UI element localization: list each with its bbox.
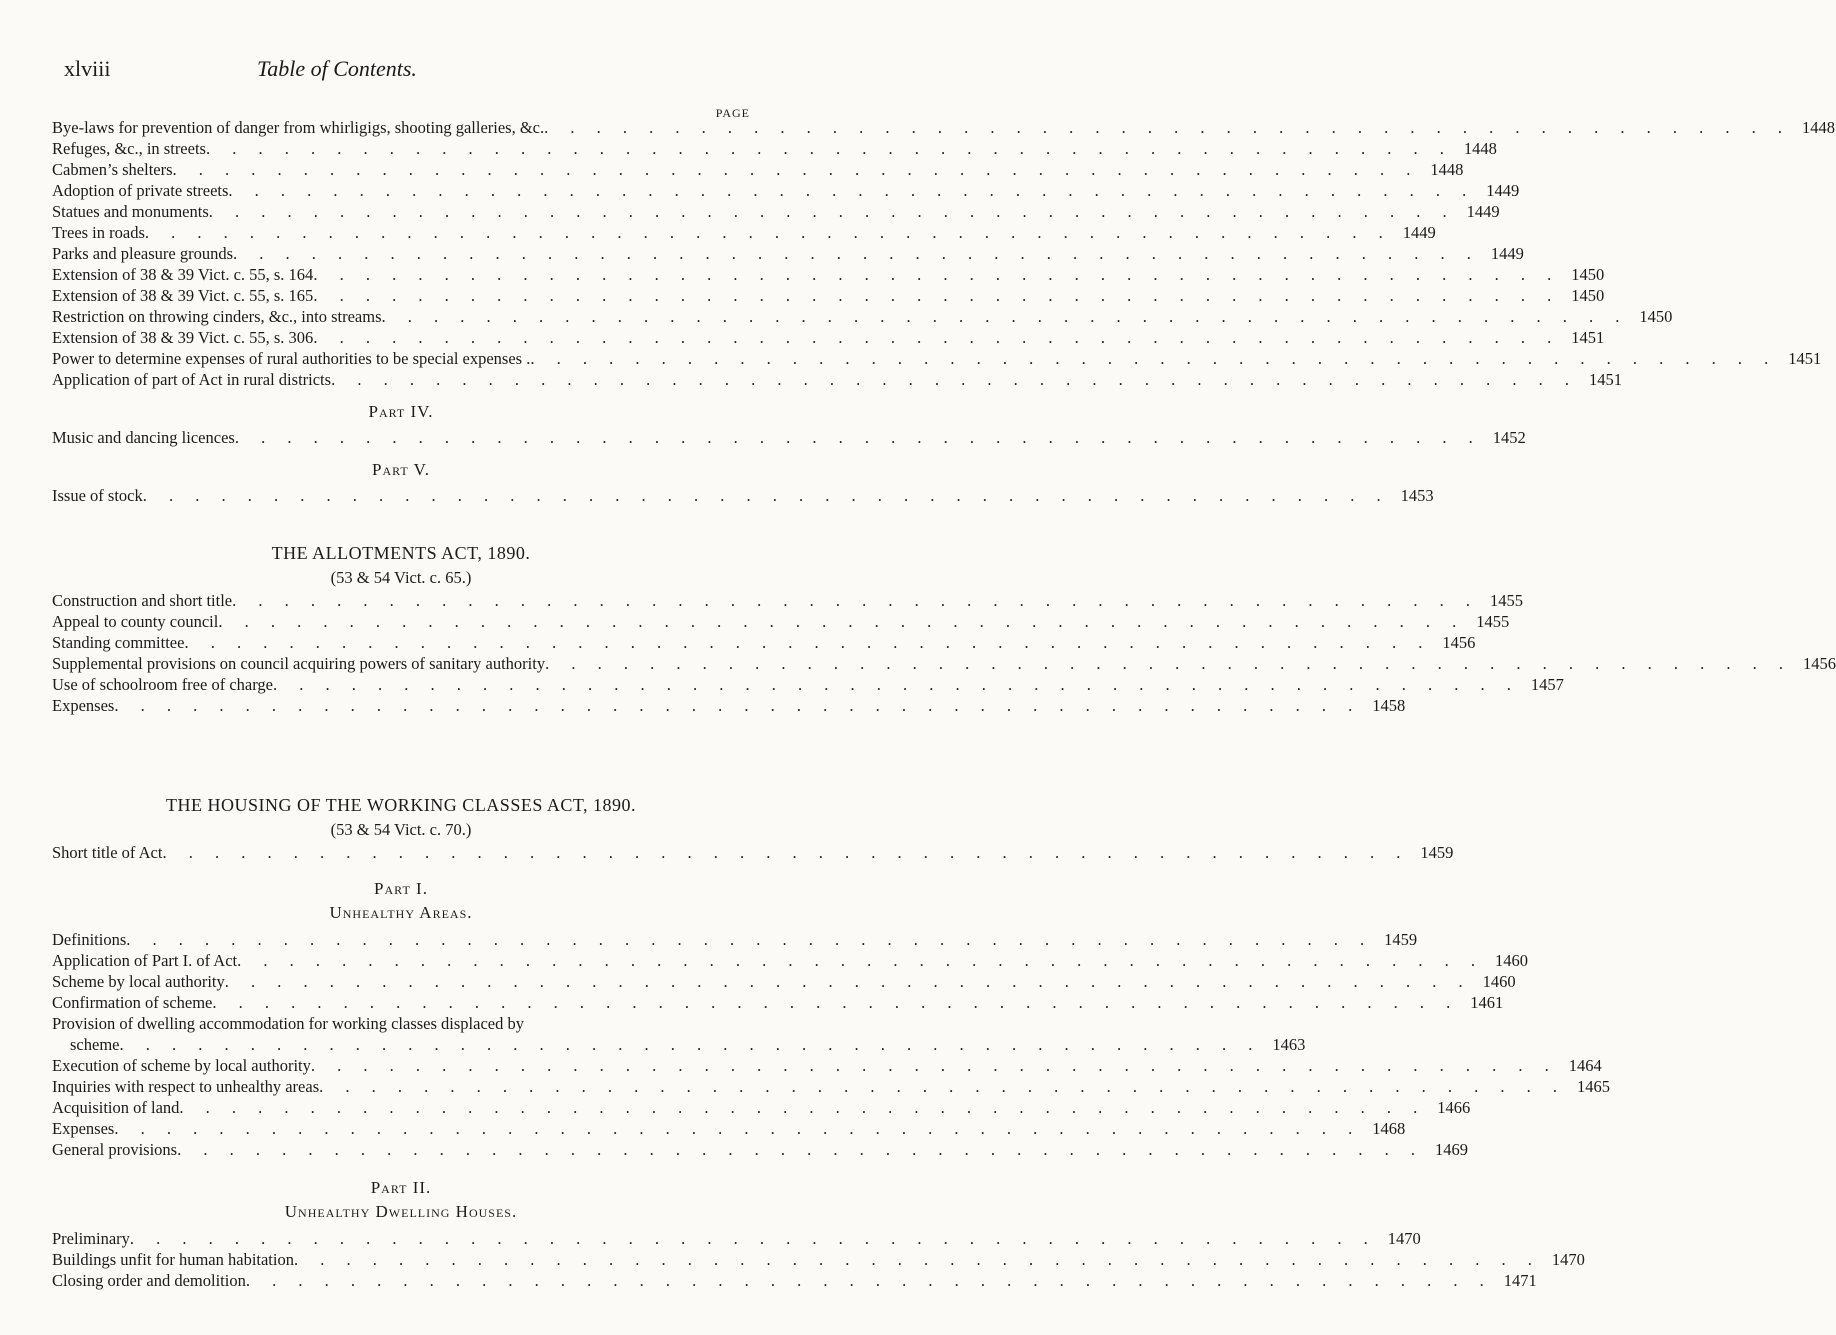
toc-entry: Short title of Act . . . . . . . . . . . . . . . . . . . . . . . . . . . . . . . . . . . . . . . . . . . . . . . . 1459: [52, 843, 1454, 862]
toc-entry: Expenses . . . . . . . . . . . . . . . . . . . . . . . . . . . . . . . . . . . . . . . . . . . . . . . . 1458: [52, 696, 1406, 715]
toc-entry: Issue of stock . . . . . . . . . . . . . . . . . . . . . . . . . . . . . . . . . . . . . . . . . . . . . . . . 1453: [52, 486, 1434, 505]
toc-entry-list: [52, 590, 1836, 716]
toc-entry: Supplemental provisions on council acquiring powers of sanitary authority . . . . . . . . . . . . . . . . . . . . . . . . . . . . . . . . . . . . . . . . . . . . . . . . 1456: [52, 654, 1836, 673]
toc-entry: Bye-laws for prevention of danger from whirligigs, shooting galleries, &c. . . . . . . . . . . . . . . . . . . . . . . . . . . . . . . . . . . . . . . . . . . . . . . . . 1448: [52, 118, 1836, 137]
toc-entry-label: Supplemental provisions on council acquiring powers of sanitary authority: [52, 654, 546, 673]
toc-entry-label: Adoption of private streets: [52, 181, 229, 200]
toc-entry: Parks and pleasure grounds . . . . . . . . . . . . . . . . . . . . . . . . . . . . . . . . . . . . . . . . . . . . . . . . 1449: [52, 244, 1524, 263]
toc-entry-label: Power to determine expenses of rural authorities to be special expenses .: [52, 349, 531, 368]
toc-entry-label: Confirmation of scheme: [52, 993, 213, 1012]
toc-entry-label: Issue of stock: [52, 486, 143, 505]
toc-entry-label: Extension of 38 & 39 Vict. c. 55, s. 306: [52, 328, 314, 347]
toc-entry-label: Definitions: [52, 930, 127, 949]
toc-entry-page: 1459: [1420, 843, 1454, 862]
act-citation: (53 & 54 Vict. c. 65.): [330, 568, 472, 587]
toc-entry-page: 1448: [1463, 139, 1497, 158]
toc-entry-label: Provision of dwelling accommodation for working classes displaced by: [52, 1014, 524, 1033]
toc-entry: Adoption of private streets . . . . . . . . . . . . . . . . . . . . . . . . . . . . . . . . . . . . . . . . . . . . . . . . 1449: [52, 181, 1520, 200]
toc-entry: Restriction on throwing cinders, &c., into streams . . . . . . . . . . . . . . . . . . . . . . . . . . . . . . . . . . . . . . . . . . . . . . . . 1450: [52, 307, 1673, 326]
toc-entry-page: 1458: [1372, 696, 1406, 715]
toc-entry: Cabmen’s shelters . . . . . . . . . . . . . . . . . . . . . . . . . . . . . . . . . . . . . . . . . . . . . . . . 1448: [52, 160, 1464, 179]
toc-entry-label: Acquisition of land: [52, 1098, 180, 1117]
toc-entry-label: Extension of 38 & 39 Vict. c. 55, s. 165: [52, 286, 314, 305]
toc-entry-continuation: scheme . . . . . . . . . . . . . . . . . . . . . . . . . . . . . . . . . . . . . . . . . . . . 1463: [70, 1035, 1306, 1054]
toc-entry-page: 1455: [1489, 591, 1523, 610]
toc-entry-page: 1460: [1495, 951, 1529, 970]
part-heading: Part IV.: [368, 402, 434, 421]
toc-entry: Inquiries with respect to unhealthy areas . . . . . . . . . . . . . . . . . . . . . . . . . . . . . . . . . . . . . . . . . . . . . . . . 1465: [52, 1077, 1610, 1096]
toc-entry-page: 1471: [1503, 1271, 1537, 1290]
toc-entry-page: 1470: [1387, 1229, 1421, 1248]
toc-entry-list: [52, 929, 1529, 1013]
page-title: Table of Contents.: [257, 56, 417, 81]
toc-entry-label: scheme: [70, 1035, 120, 1054]
part-subheading: Unhealthy Areas.: [329, 903, 473, 922]
toc-entry-page: 1451: [1588, 370, 1622, 389]
toc-entry: Extension of 38 & 39 Vict. c. 55, s. 164 . . . . . . . . . . . . . . . . . . . . . . . . . . . . . . . . . . . . . . . . . . . . . . . . 1450: [52, 265, 1605, 284]
toc-entry-label: Scheme by local authority: [52, 972, 225, 991]
toc-entry-label: Statues and monuments: [52, 202, 209, 221]
toc-entry-label: Parks and pleasure grounds: [52, 244, 234, 263]
toc-entry: Appeal to county council . . . . . . . . . . . . . . . . . . . . . . . . . . . . . . . . . . . . . . . . . . . . . . . . 1455: [52, 612, 1510, 631]
toc-entry: Extension of 38 & 39 Vict. c. 55, s. 165 . . . . . . . . . . . . . . . . . . . . . . . . . . . . . . . . . . . . . . . . . . . . . . . . 1450: [52, 286, 1605, 305]
toc-entry-page: 1460: [1482, 972, 1516, 991]
toc-entry-page: 1449: [1486, 181, 1520, 200]
part-heading: Part II.: [370, 1178, 432, 1197]
toc-entry-label: Standing committee: [52, 633, 185, 652]
toc-entry-label: Restriction on throwing cinders, &c., into streams: [52, 307, 382, 326]
toc-entry-page: 1456: [1802, 654, 1836, 673]
toc-entry-label: Application of Part I. of Act: [52, 951, 238, 970]
toc-entry-label: Bye-laws for prevention of danger from whirligigs, shooting galleries, &c.: [52, 118, 545, 137]
toc-entry: Power to determine expenses of rural authorities to be special expenses . . . . . . . . . . . . . . . . . . . . . . . . . . . . . . . . . . . . . . . . . . . . . . . . . 1451: [52, 349, 1822, 368]
toc-entry-page: 1456: [1442, 633, 1476, 652]
toc-entry: Statues and monuments . . . . . . . . . . . . . . . . . . . . . . . . . . . . . . . . . . . . . . . . . . . . . . . . 1449: [52, 202, 1500, 221]
toc-entry-page: 1449: [1490, 244, 1524, 263]
toc-entry-label: Short title of Act: [52, 843, 163, 862]
toc-entry-page: 1451: [1788, 349, 1822, 368]
toc-entry-page: 1450: [1639, 307, 1673, 326]
page-column-label: PAGE: [715, 106, 750, 120]
toc-entry-page: 1450: [1571, 265, 1605, 284]
act-title: THE ALLOTMENTS ACT, 1890.: [271, 543, 531, 563]
toc-entry-label: Expenses: [52, 696, 115, 715]
toc-entry-label: Cabmen’s shelters: [52, 160, 173, 179]
act-citation: (53 & 54 Vict. c. 70.): [330, 820, 472, 839]
toc-entry-list: [52, 1055, 1610, 1160]
toc-entry-page: 1469: [1434, 1140, 1468, 1159]
toc-entry: Execution of scheme by local authority . . . . . . . . . . . . . . . . . . . . . . . . . . . . . . . . . . . . . . . . . . . . . . . . 1464: [52, 1056, 1602, 1075]
toc-entry-list: [52, 842, 1454, 863]
toc-entry-page: 1468: [1372, 1119, 1406, 1138]
toc-entry-list: [52, 427, 1526, 448]
act-title: THE HOUSING OF THE WORKING CLASSES ACT, 1890.: [165, 795, 637, 815]
toc-entry-list: [52, 1228, 1585, 1291]
toc-entry-label: Buildings unfit for human habitation: [52, 1250, 294, 1269]
toc-entry: Extension of 38 & 39 Vict. c. 55, s. 306 . . . . . . . . . . . . . . . . . . . . . . . . . . . . . . . . . . . . . . . . . . . . . . . . 1451: [52, 328, 1605, 347]
toc-entry: Application of part of Act in rural districts . . . . . . . . . . . . . . . . . . . . . . . . . . . . . . . . . . . . . . . . . . . . . . . . 1451: [52, 370, 1622, 389]
toc-entry: Music and dancing licences . . . . . . . . . . . . . . . . . . . . . . . . . . . . . . . . . . . . . . . . . . . . . . . . 1452: [52, 428, 1526, 447]
toc-entry-label: Trees in roads: [52, 223, 145, 242]
toc-entry-page: 1470: [1551, 1250, 1585, 1269]
toc-entry-page: 1459: [1384, 930, 1418, 949]
toc-entry-page: 1464: [1568, 1056, 1602, 1075]
toc-section-housing-act: [52, 792, 1610, 1291]
toc-entry-page: 1457: [1530, 675, 1564, 694]
toc-entry-page: 1449: [1402, 223, 1436, 242]
running-head: [52, 56, 748, 84]
toc-entry-label: General provisions: [52, 1140, 178, 1159]
toc-entry-page: 1453: [1400, 486, 1434, 505]
toc-entry: Confirmation of scheme . . . . . . . . . . . . . . . . . . . . . . . . . . . . . . . . . . . . . . . . . . . . . . . . 1461: [52, 993, 1504, 1012]
toc-entry: Scheme by local authority . . . . . . . . . . . . . . . . . . . . . . . . . . . . . . . . . . . . . . . . . . . . . . . . 1460: [52, 972, 1516, 991]
toc-entry-label: Use of schoolroom free of charge: [52, 675, 273, 694]
toc-entry-label: Inquiries with respect to unhealthy areas: [52, 1077, 320, 1096]
toc-entry-label: Preliminary: [52, 1229, 130, 1248]
toc-entry: Buildings unfit for human habitation . . . . . . . . . . . . . . . . . . . . . . . . . . . . . . . . . . . . . . . . . . . . . . . . 1470: [52, 1250, 1585, 1269]
toc-section-allotments-act: [52, 540, 1836, 716]
toc-entry-page: 1452: [1492, 428, 1526, 447]
toc-entry-page: 1466: [1437, 1098, 1471, 1117]
toc-entry-page: 1461: [1470, 993, 1504, 1012]
toc-entry: Definitions . . . . . . . . . . . . . . . . . . . . . . . . . . . . . . . . . . . . . . . . . . . . . . . . 1459: [52, 930, 1418, 949]
toc-entry: General provisions . . . . . . . . . . . . . . . . . . . . . . . . . . . . . . . . . . . . . . . . . . . . . . . . 1469: [52, 1140, 1468, 1159]
toc-entry-label: Application of part of Act in rural districts: [52, 370, 332, 389]
toc-entry: Application of Part I. of Act . . . . . . . . . . . . . . . . . . . . . . . . . . . . . . . . . . . . . . . . . . . . . . . . 1460: [52, 951, 1529, 970]
toc-entry-page: 1451: [1571, 328, 1605, 347]
toc-entry: Standing committee . . . . . . . . . . . . . . . . . . . . . . . . . . . . . . . . . . . . . . . . . . . . . . . . 1456: [52, 633, 1476, 652]
toc-entry: Preliminary . . . . . . . . . . . . . . . . . . . . . . . . . . . . . . . . . . . . . . . . . . . . . . . . 1470: [52, 1229, 1421, 1248]
toc-entry-page: 1449: [1466, 202, 1500, 221]
toc-entry: Refuges, &c., in streets . . . . . . . . . . . . . . . . . . . . . . . . . . . . . . . . . . . . . . . . . . . . . . . . 1448: [52, 139, 1497, 158]
toc-entry-page: 1448: [1802, 118, 1836, 137]
toc-entry-page: 1448: [1430, 160, 1464, 179]
toc-entry: Acquisition of land . . . . . . . . . . . . . . . . . . . . . . . . . . . . . . . . . . . . . . . . . . . . . . . . 1466: [52, 1098, 1471, 1117]
toc-entry: Use of schoolroom free of charge . . . . . . . . . . . . . . . . . . . . . . . . . . . . . . . . . . . . . . . . . . . . . . . . 1457: [52, 675, 1564, 694]
toc-entry-page: 1450: [1571, 286, 1605, 305]
toc-entry: Closing order and demolition . . . . . . . . . . . . . . . . . . . . . . . . . . . . . . . . . . . . . . . . . . . . . . . . 1471: [52, 1271, 1537, 1290]
toc-entry-label: Closing order and demolition: [52, 1271, 246, 1290]
part-heading: Part I.: [374, 879, 428, 898]
toc-entry: [52, 1013, 1306, 1055]
toc-entry-label: Construction and short title: [52, 591, 233, 610]
toc-entry-label: Refuges, &c., in streets: [52, 139, 206, 158]
toc-entry-list: [52, 117, 1836, 390]
page-number: xlviii: [64, 56, 111, 81]
toc-entry: Trees in roads . . . . . . . . . . . . . . . . . . . . . . . . . . . . . . . . . . . . . . . . . . . . . . . . 1449: [52, 223, 1436, 242]
toc-entry-page: 1465: [1577, 1077, 1610, 1096]
toc-entry-label: Extension of 38 & 39 Vict. c. 55, s. 164: [52, 265, 314, 284]
toc-entry-label: Execution of scheme by local authority: [52, 1056, 311, 1075]
toc-entry-label: Music and dancing licences: [52, 428, 235, 447]
toc-entry-page: 1455: [1476, 612, 1510, 631]
part-heading: Part V.: [371, 460, 430, 479]
toc-entry: Expenses . . . . . . . . . . . . . . . . . . . . . . . . . . . . . . . . . . . . . . . . . . . . . . . . 1468: [52, 1119, 1406, 1138]
part-subheading: Unhealthy Dwelling Houses.: [284, 1202, 518, 1221]
toc-entry-label: Expenses: [52, 1119, 115, 1138]
toc-entry-page: 1463: [1272, 1035, 1306, 1054]
toc-section-continued: [52, 117, 1836, 506]
toc-entry-label: Appeal to county council: [52, 612, 219, 631]
toc-entry-list: [52, 485, 1434, 506]
toc-entry: Construction and short title . . . . . . . . . . . . . . . . . . . . . . . . . . . . . . . . . . . . . . . . . . . . . . . . 1455: [52, 591, 1523, 610]
